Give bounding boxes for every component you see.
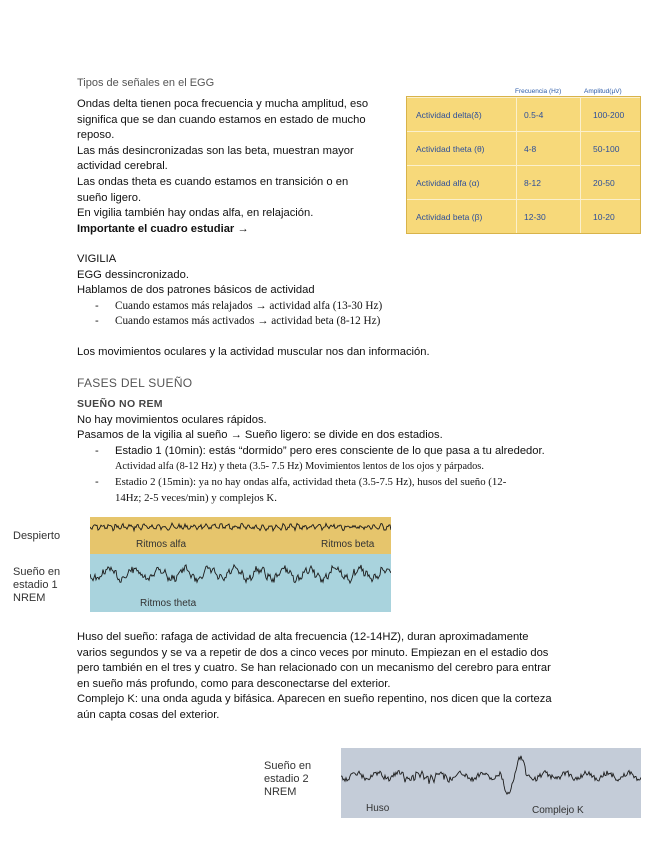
eeg-wave-stage1 bbox=[90, 565, 391, 583]
table-cell-freq: 4-8 bbox=[524, 144, 537, 154]
label-alpha: Ritmos alfa bbox=[136, 539, 187, 550]
eeg-wave-awake bbox=[90, 523, 391, 531]
table-col-freq: Frecuencia (Hz) bbox=[515, 88, 562, 95]
bullet-dash: - bbox=[95, 299, 99, 312]
fases-line: Pasamos de la vigilia al sueño → Sueño ligero: se divide en dos estadios. bbox=[77, 429, 443, 442]
eeg-panel-stage2 bbox=[341, 748, 641, 818]
egg-line: actividad cerebral. bbox=[77, 160, 168, 173]
egg-line: Ondas delta tienen poca frecuencia y mucha amplitud, eso bbox=[77, 98, 369, 110]
egg-line: Las ondas theta es cuando estamos en transición o en bbox=[77, 175, 349, 188]
table-row bbox=[407, 199, 640, 234]
egg-line: significa que se dan cuando estamos en estado de mucho bbox=[77, 113, 366, 126]
table-row bbox=[407, 131, 640, 166]
huso-line: Huso del sueño: rafaga de actividad de alta frecuencia (12-14HZ), duran aproximadamente bbox=[77, 631, 529, 643]
table-row bbox=[407, 97, 640, 132]
bullet-dash: - bbox=[95, 475, 99, 488]
table-col-amp: Amplitud(µV) bbox=[584, 88, 622, 95]
list-item bbox=[95, 475, 617, 506]
label-line: NREM bbox=[264, 786, 297, 798]
fases-title: FASES DEL SUEÑO bbox=[77, 376, 193, 390]
huso-section bbox=[77, 630, 617, 724]
label-theta: Ritmos theta bbox=[140, 598, 197, 609]
table-cell-freq: 12-30 bbox=[524, 212, 546, 222]
egg-line: sueño ligero. bbox=[77, 191, 142, 204]
table-cell-freq: 8-12 bbox=[524, 178, 542, 188]
figure1-label-stage1 bbox=[13, 566, 60, 605]
list-item-text: Actividad alfa (8-12 Hz) y theta (3.5- 7.5 Hz) Movimientos lentos de los ojos y párpados. bbox=[115, 461, 484, 473]
figure1-label-awake: Despierto bbox=[13, 530, 61, 542]
huso-line: en sueño más profundo, como para desconectarse del exterior. bbox=[77, 677, 391, 690]
list-item-text: Estadio 1 (10min): estás “dormido” pero eres consciente de lo que pasa a tu alrededor. bbox=[115, 444, 545, 457]
list-item-text: Cuando estamos más activados → actividad beta (8-12 Hz) bbox=[115, 315, 381, 328]
label-line: Sueño en bbox=[13, 566, 61, 578]
bullet-dash: - bbox=[95, 444, 99, 457]
label-line: Sueño en bbox=[264, 760, 312, 772]
vigilia-line: Hablamos de dos patrones básicos de actividad bbox=[77, 284, 315, 297]
eeg-trace-stage1 bbox=[90, 554, 391, 612]
fases-line: No hay movimientos oculares rápidos. bbox=[77, 413, 267, 426]
egg-line: En vigilia también hay ondas alfa, en relajación. bbox=[77, 207, 314, 220]
table-cell-name: Actividad theta (θ) bbox=[416, 144, 485, 154]
table-cell-amp: 10-20 bbox=[593, 212, 615, 222]
egg-line: Las más desincronizadas son las beta, muestran mayor bbox=[77, 144, 354, 157]
list-item bbox=[95, 444, 617, 475]
list-item-text: 14Hz; 2-5 veces/min) y complejos K. bbox=[115, 491, 277, 504]
label-complejo-k: Complejo K bbox=[532, 805, 584, 816]
fases-subtitle: SUEÑO NO REM bbox=[77, 398, 163, 410]
list-item-text: Cuando estamos más relajados → actividad alfa (13-30 Hz) bbox=[115, 299, 383, 312]
eeg-wave-stage2 bbox=[341, 756, 641, 794]
bullet-dash: - bbox=[95, 315, 99, 328]
list-item bbox=[95, 314, 597, 330]
table-cell-amp: 20-50 bbox=[593, 178, 615, 188]
egg-table bbox=[406, 96, 641, 234]
table-cell-name: Actividad beta (β) bbox=[416, 212, 483, 222]
label-line: estadio 1 bbox=[13, 579, 58, 591]
vigilia-section bbox=[77, 252, 597, 361]
table-row bbox=[407, 165, 640, 200]
table-cell-name: Actividad delta(δ) bbox=[416, 110, 482, 120]
list-item bbox=[95, 299, 597, 315]
vigilia-line: EGG dessincronizado. bbox=[77, 268, 189, 281]
huso-line: aún capta cosas del exterior. bbox=[77, 708, 220, 721]
egg-line: reposo. bbox=[77, 129, 115, 142]
list-item-text: Estadio 2 (15min): ya no hay ondas alfa, actividad theta (3.5-7.5 Hz), husos del sueño (12- bbox=[115, 475, 507, 488]
vigilia-note: Los movimientos oculares y la actividad muscular nos dan información. bbox=[77, 345, 430, 358]
table-cell-freq: 0.5-4 bbox=[524, 110, 544, 120]
label-huso: Huso bbox=[366, 803, 390, 814]
vigilia-title: VIGILIA bbox=[77, 253, 117, 265]
huso-line: pero también en el tres y cuatro. Se han relacionado con un mecanismo del cerebro para entrar bbox=[77, 662, 551, 675]
huso-line: Complejo K: una onda aguda y bifásica. Aparecen en sueño repentino, nos dicen que la corteza bbox=[77, 693, 552, 706]
fases-section bbox=[77, 397, 617, 506]
label-line: estadio 2 bbox=[264, 773, 309, 785]
important-note: Importante el cuadro estudiar → bbox=[77, 222, 249, 235]
figure2-label-stage2 bbox=[264, 760, 311, 799]
table-cell-amp: 50-100 bbox=[593, 144, 620, 154]
eeg-panel-stage1 bbox=[90, 554, 391, 612]
table-cell-amp: 100-200 bbox=[593, 110, 625, 120]
huso-line: varios segundos y se va a repetir de dos a cinco veces por minuto. Empiezan en el estadio dos bbox=[77, 646, 549, 659]
egg-section-title: Tipos de señales en el EGG bbox=[77, 77, 215, 89]
label-line: NREM bbox=[13, 592, 46, 604]
table-cell-name: Actividad alfa (α) bbox=[416, 178, 480, 188]
eeg-panel-awake bbox=[90, 517, 391, 554]
egg-section-body bbox=[77, 97, 397, 237]
label-beta: Ritmos beta bbox=[321, 539, 375, 550]
